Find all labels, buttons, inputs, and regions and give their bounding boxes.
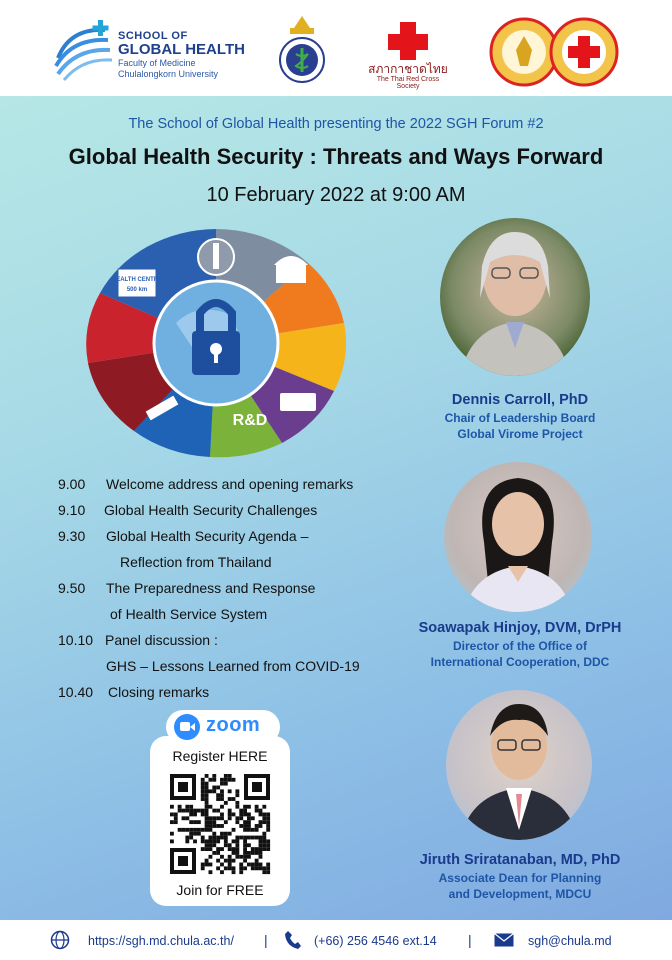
agenda-time: 9.00 [58,476,86,492]
agenda-time: 10.40 [58,684,94,700]
qr-code-icon[interactable] [168,772,272,876]
register-link[interactable]: Register HERE [172,748,268,764]
email-link[interactable]: sgh@chula.md [528,934,612,948]
royal-emblem-badge-icon [491,19,557,85]
speaker-role-line-2: and Development, MDCU [448,887,592,901]
speaker-name: Jiruth Sriratanaban, MD, PhD [419,852,621,868]
registration-qr-code[interactable] [168,772,272,876]
phone-number[interactable]: (+66) 256 4546 ext.14 [314,934,437,948]
website-link[interactable]: https://sgh.md.chula.ac.th/ [88,934,234,948]
footer-separator: | [468,932,472,948]
agenda-topic-line-2: GHS – Lessons Learned from COVID-19 [106,658,360,674]
speaker-name: Soawapak Hinjoy, DVM, DrPH [418,620,622,636]
agenda-topic: Global Health Security Challenges [104,502,318,518]
portrait-icon [444,462,592,612]
speaker-role-line-1: Chair of Leadership Board [444,411,596,425]
portrait-icon [440,218,590,376]
speaker-photo-dennis-carroll [440,218,590,376]
header-logo-bar [0,0,672,96]
sgh-logo-text [118,30,245,80]
thai-red-cross-logo [365,20,451,88]
distance-sign: 500 km [126,287,148,293]
rnd-label: R&D [232,412,268,429]
sgh-line-1: SCHOOL OF [118,30,188,42]
phone-icon [284,930,302,955]
red-cross-icon [365,20,451,60]
agenda-topic: Global Health Security Agenda – [106,528,309,544]
event-subtitle: The School of Global Health presenting the 2022 SGH Forum #2 [128,116,544,132]
event-date: 10 February 2022 at 9:00 AM [206,184,466,206]
sgh-line-3: Faculty of Medicine [118,58,196,68]
agenda-topic-line-2: Reflection from Thailand [120,554,272,570]
registration-card[interactable] [150,736,290,906]
agenda-time: 9.10 [58,502,86,518]
agenda-topic-line-2: of Health Service System [110,606,268,622]
agenda-time: 9.50 [58,580,86,596]
agenda-topic: The Preparedness and Response [106,580,316,596]
faculty-seal-logo [276,14,328,86]
red-cross-english-name: The Thai Red Cross Society [376,76,440,90]
agenda-time: 9.30 [58,528,86,544]
speaker-role-line-1: Associate Dean for Planning [438,871,602,885]
contact-footer [0,920,672,960]
agenda-time: 10.10 [58,632,94,648]
footer-separator: | [264,932,268,948]
partner-badges [488,16,620,88]
poster-body [0,96,672,920]
red-cross-badge-icon [551,19,617,85]
sgh-line-2: GLOBAL HEALTH [118,41,245,58]
globe-icon [50,930,70,955]
agenda-topic: Welcome address and opening remarks [106,476,354,492]
global-health-security-illustration [85,226,347,460]
speaker-name: Dennis Carroll, PhD [451,392,589,408]
speaker-photo-soawapak-hinjoy [444,462,592,612]
medical-seal-icon [276,14,328,86]
agenda-topic: Closing remarks [108,684,210,700]
portrait-icon [446,690,592,840]
join-free-label: Join for FREE [176,882,264,898]
agenda-topic: Panel discussion : [105,632,218,648]
health-centre-sign: HEALTH CENTRE [111,277,163,283]
zoom-camera-icon [174,714,200,740]
speaker-photo-jiruth-sriratanaban [446,690,592,840]
globe-swoosh-icon [50,18,120,88]
red-cross-thai-name: สภากาชาดไทย [368,62,448,76]
email-icon [494,933,514,952]
zoom-logo[interactable] [166,710,280,744]
sgh-line-4: Chulalongkorn University [118,69,219,79]
speaker-role-line-1: Director of the Office of [452,639,587,653]
speaker-role-line-2: International Cooperation, DDC [430,655,610,669]
speaker-role-line-2: Global Virome Project [457,427,583,441]
event-title: Global Health Security : Threats and Ways Forward [68,144,604,169]
zoom-wordmark: zoom [206,714,261,736]
